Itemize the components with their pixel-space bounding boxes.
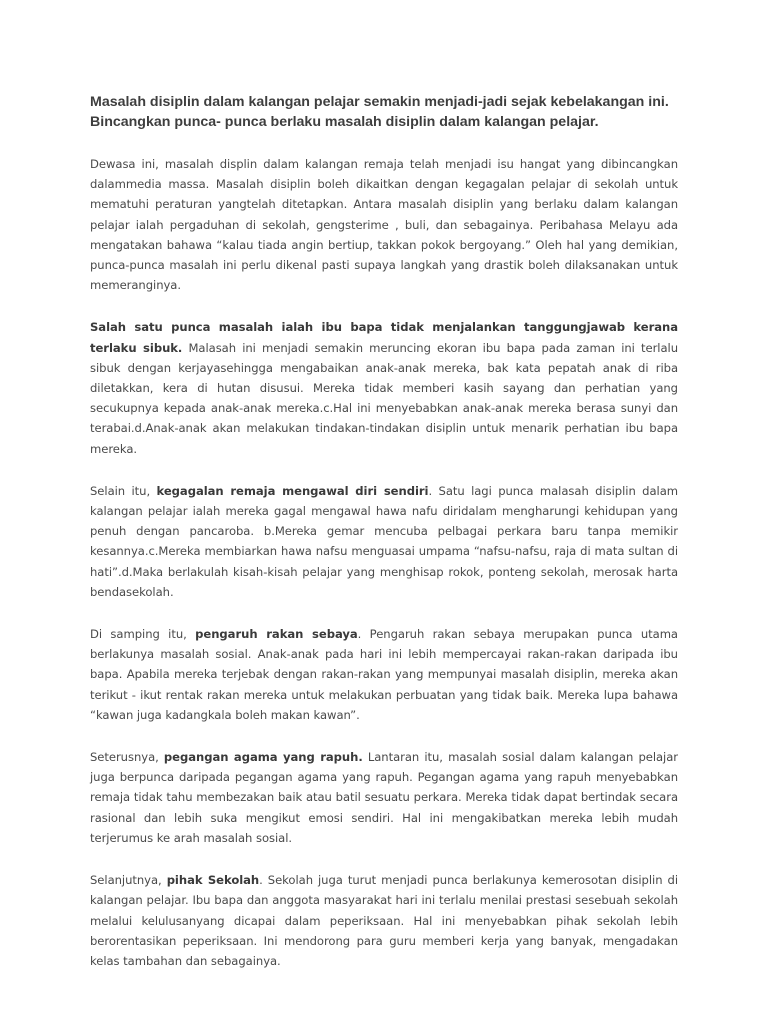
- paragraph-bold-phrase: pegangan agama yang rapuh.: [163, 750, 363, 765]
- paragraph-text: Lantaran itu, masalah sosial dalam kalangan pelajar juga berpunca daripada pegangan agama yang rapuh. Pegangan agama yang rapuh menyebabkan remaja tidak tahu membezakan baik atau batil sesuatu perkara. Mereka tidak dapat bertindak secara rasional dan lebih suka mengikut emosi sendiri. Hal ini mengakibatkan mereka lebih mudah terjerumus ke arah masalah sosial.: [90, 750, 678, 845]
- paragraph-bold-phrase: pengaruh rakan sebaya: [195, 627, 358, 642]
- paragraph-point-3: [90, 624, 678, 725]
- paragraph-point-2: [90, 481, 678, 602]
- paragraph-point-5: [90, 870, 678, 971]
- essay-title: Masalah disiplin dalam kalangan pelajar semakin menjadi-jadi sejak kebelakangan ini. Bincangkan punca- punca berlaku masalah disiplin dalam kalangan pelajar.: [90, 94, 669, 130]
- paragraph-bold-phrase: pihak Sekolah: [166, 873, 260, 888]
- paragraph-point-1: [90, 317, 678, 458]
- paragraph-lead: Seterusnya,: [90, 750, 164, 765]
- paragraph-intro: [90, 154, 678, 295]
- paragraph-lead: Selain itu,: [90, 483, 157, 498]
- paragraph-text: . Pengaruh rakan sebaya merupakan punca utama berlakunya masalah sosial. Anak-anak pada hari ini lebih mempercayai rakan-rakan daripada ibu bapa. Apabila mereka terjebak dengan rakan-rakan yang mempunyai masalah disiplin, mereka akan terikut - ikut rentak rakan mereka untuk melakukan perbuatan yang tidak baik. Mereka lupa bahawa “kawan juga kadangkala boleh makan kawan”.: [90, 627, 678, 722]
- paragraph-text: . Satu lagi punca malasah disiplin dalam kalangan pelajar ialah mereka gagal mengawal hawa nafu diridalam mengharungi kehidupan yang penuh dengan pancaroba. b.Mereka gemar mencuba pelbagai perkara baru tanpa memikir kesannya.c.Mereka membiarkan hawa nafsu menguasai umpama “nafsu-nafsu, raja di mata sultan di hati”.d.Maka berlakulah kisah-kisah pelajar yang menghisap rokok, ponteng sekolah, merosak harta bendasekolah.: [90, 483, 678, 599]
- paragraph-lead: Di samping itu,: [90, 627, 196, 642]
- paragraph-text: Dewasa ini, masalah displin dalam kalangan remaja telah menjadi isu hangat yang dibincangkan dalammedia massa. Masalah disiplin boleh dikaitkan dengan kegagalan pelajar di sekolah untuk mematuhi peraturan yangtelah ditetapkan. Antara masalah disiplin yang berlaku dalam kalangan pelajar ialah pergaduhan di sekolah, gengsterime , buli, dan sebagainya. Peribahasa Melayu ada mengatakan bahawa “kalau tiada angin bertiup, takkan pokok bergoyang.” Oleh hal yang demikian, punca-punca masalah ini perlu dikenal pasti supaya langkah yang drastik boleh dilaksanakan untuk memeranginya.: [90, 157, 678, 293]
- paragraph-point-4: [90, 747, 678, 848]
- paragraph-bold-phrase: Salah satu punca masalah ialah ibu bapa tidak menjalankan tanggungjawab kerana terlaku sibuk.: [90, 320, 678, 355]
- paragraph-text: Malasah ini menjadi semakin meruncing ekoran ibu bapa pada zaman ini terlalu sibuk dengan kerjayasehingga mengabaikan anak-anak mereka, bak kata pepatah anak di riba diletakkan, kera di hutan disusui. Mereka tidak memberi kasih sayang dan perhatian yang secukupnya kepada anak-anak mereka.c.Hal ini menyebabkan anak-anak mereka berasa sunyi dan terabai.d.Anak-anak akan melakukan tindakan-tindakan disiplin untuk menarik perhatian ibu bapa mereka.: [90, 340, 678, 456]
- paragraph-lead: Selanjutnya,: [90, 873, 167, 888]
- paragraph-bold-phrase: kegagalan remaja mengawal diri sendiri: [156, 483, 429, 498]
- paragraph-text: . Sekolah juga turut menjadi punca berlakunya kemerosotan disiplin di kalangan pelajar. Ibu bapa dan anggota masyarakat hari ini terlalu menilai prestasi sesebuah sekolah melalui kelulusanyang dicapai dalam peperiksaan. Hal ini menyebabkan pihak sekolah lebih berorentasikan peperiksaan. Ini mendorong para guru memberi kerja yang banyak, mengadakan kelas tambahan dan sebagainya.: [90, 873, 678, 968]
- document-page: [90, 92, 678, 993]
